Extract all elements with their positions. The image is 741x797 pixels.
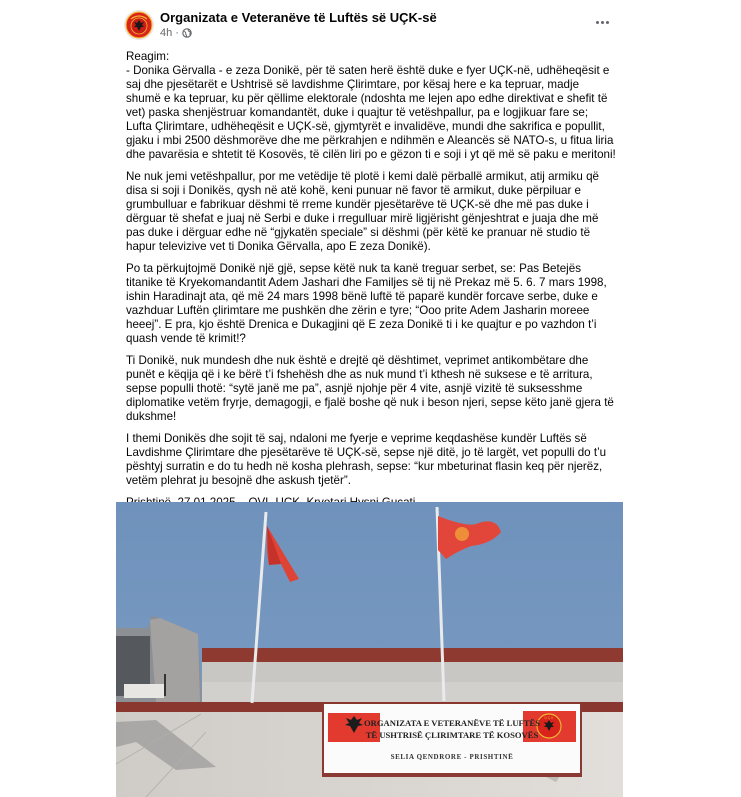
more-options-icon (595, 11, 610, 29)
post-paragraph: Reagim: - Donika Gërvalla - e zeza Donikë, për të saten herë është duke e fyer UÇK-në, udhëheqësit e saj dhe pjesëtarët e Ushtrisë së lavdishme Çlirimtare, por kësaj here e ka tepruar, madje shumë e ka tepruar, ku për qëllime elektorale (ndoshta me lejen apo edhe direktivat e shefit të vet) paska shenjëstruar komandantët, duke i quajtur të vetëshpallur, pa e logjikuar fare se; Lufta Çlirimtare, udhëheqësit e UÇK-së, gjymtyrët e invalidëve, mundi dhe sakrifica e popullit, gjaku i mbi 2500 dëshmorëve dhe me përkrahjen e ndihmën e Aleancës së NATO-s, u fitua liria dhe pavarësia e shtetit të Kosovës, të cilën liri po e gëzon ti e soji i yt që më së paku e meritoni! (126, 50, 616, 161)
post-paragraph: Po ta përkujtojmë Donikë një gjë, sepse këtë nuk ta kanë treguar serbet, se: Pas Betejës titanike të Kryekomandantit Adem Jashari dhe Familjes së tij në Prekaz më 5. 6. 7 mars 1998, ishin Haradinajt ata, që më 24 mars 1998 bënë luftë të paparë kundër forcave serbe, duke e vazhduar Luftën çlirimtare me pushkën dhe zërin e tyre; “Ooo prite Adem Jasharin moreee heeej”. E pra, kjo është Drenica e Dukagjini që E zeza Donikë ti i ke quajtur e po vazhdon t’i quash vende të krimit!? (126, 262, 607, 345)
meta-separator: · (175, 27, 179, 39)
post-meta (160, 27, 192, 39)
page-avatar[interactable] (124, 10, 154, 40)
post-paragraph: Ti Donikë, nuk mundesh dhe nuk është e drejtë që dështimet, veprimet antikombëtare dhe punët e këqija që i ke bërë t’i fshehësh dhe as nuk mund t’i kthesh në suksese e të arritura, sepse populli thotë: “sytë janë me pa”, asnjë njohje për 4 vite, asnjë vizitë të suksesshme diplomatike vetëm fryrje, demagogji, e fjalë boshe që nuk i beson njeri, sepse këto janë gjera të dukshme! (126, 354, 614, 423)
post-timestamp[interactable]: 4h (160, 27, 173, 39)
sign-line-3: SELIA QENDRORE - PRISHTINË (390, 753, 514, 761)
more-options-button[interactable] (590, 12, 614, 28)
uck-emblem-icon (125, 11, 153, 39)
post-text (126, 50, 616, 518)
building-photo (116, 502, 623, 797)
post-card (116, 0, 624, 797)
globe-icon[interactable] (182, 28, 192, 38)
post-photo[interactable] (116, 502, 623, 797)
post-author-name[interactable]: Organizata e Veteranëve të Luftës së UÇK-së (160, 10, 437, 25)
post-header (116, 8, 624, 44)
sign-emblem-text: U Ç K (544, 716, 554, 720)
post-paragraph: I themi Donikës dhe sojit të saj, ndaloni me fyerje e veprime keqdashëse kundër Luftës së Lavdishme Çlirimtare dhe pjesëtarëve të UÇK-së, sepse një ditë, jo të largët, vet populli do t’u pështyj surratin e do tu hedh në kosha plehrash, sepse: “kur mbeturinat flasin keq për njerëz, vetëm plehrat ju besojnë dhe askush tjetër”. (126, 432, 607, 487)
sign-line-1: ORGANIZATA E VETERANËVE TË LUFTËS (363, 718, 541, 728)
sign-line-2: TË USHTRISË ÇLIRIMTARE TË KOSOVËS (365, 730, 539, 740)
post-paragraph: Ne nuk jemi vetëshpallur, por me vetëdije të plotë i kemi dalë përballë armikut, atij armiku që disa si soji i Donikës, qysh në atë kohë, keni punuar në favor të armikut, duke përpiluar e grumbulluar e fabrikuar dëshmi të rreme kundër pjesëtarëve të UÇK-së dhe më pas duke i dërguar të shefat e juaj në Serbi e duke i rregulluar mirë ligjërisht gënjeshtrat e juaja dhe më pas duke i dërguar edhe në “gjykatën speciale” si dëshmi (për këtë ke pranuar në studio të hapur televizive vet ti Donika Gërvalla, apo E zeza Donikë). (126, 170, 599, 253)
